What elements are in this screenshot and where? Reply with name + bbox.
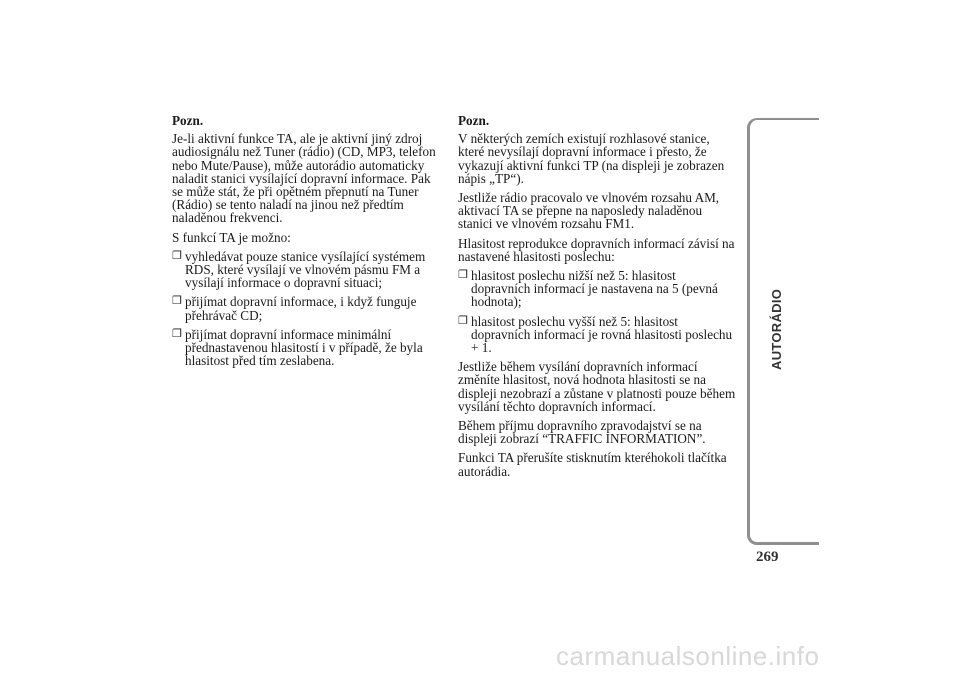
am-paragraph: Jestliže rádio pracovalo ve vlnovém rozsahu AM, aktivací TA se přepne na naposledy naladěnou stanici ve vlnovém rozsahu FM1.: [458, 190, 720, 232]
checkbox-icon: ❐: [172, 249, 182, 262]
list-item: [172, 250, 442, 290]
list-item: [458, 315, 738, 355]
list-item: [458, 269, 738, 309]
checkbox-icon: ❐: [458, 269, 468, 282]
note-heading: Pozn.: [458, 113, 490, 128]
chapter-tab-label: AUTORÁDIO: [769, 288, 784, 370]
note-paragraph: Je-li aktivní funkce TA, ale je aktivní jiný zdroj audiosignálu než Tuner (rádio) (CD, MP3, telefon nebo Mute/Pause), může autorádio automaticky naladit stanici vysílající dopravní informace. Pak se může stát, že při opětném přepnutí na Tuner (Rádio) se tento naladí na jinou než předtím naladěnou frekvenci.: [172, 131, 436, 226]
page-number: 269: [756, 549, 779, 565]
list-item-text: hlasitost poslechu vyšší než 5: hlasitost dopravních informací je rovná hlasitosti poslechu + 1.: [471, 313, 733, 356]
ta-intro: S funkcí TA je možno:: [172, 229, 291, 245]
checkbox-icon: ❐: [172, 327, 182, 340]
checkbox-icon: ❐: [458, 314, 468, 327]
volume-change-paragraph: Jestliže během vysílání dopravních informací změníte hlasitost, nová hodnota hlasitosti se na displeji nezobrazí a zůstane v platnosti pouze během vysílání těchto dopravních informací.: [458, 359, 736, 414]
right-column: [458, 114, 738, 484]
ta-feature-list: [172, 250, 442, 368]
tp-paragraph: V některých zemích existují rozhlasové stanice, které nevysílají dopravní informace i přesto, že vykazují aktivní funkci TP (na displeji je zobrazen nápis „TP“).: [458, 131, 725, 186]
left-column: [172, 114, 442, 373]
checkbox-icon: ❐: [172, 295, 182, 308]
volume-list: [458, 269, 738, 354]
note-heading: Pozn.: [172, 113, 204, 128]
volume-paragraph: Hlasitost reprodukce dopravních informací závisí na nastavené hlasitosti poslechu:: [458, 235, 735, 264]
list-item-text: přijímat dopravní informace, i když funguje přehrávač CD;: [185, 294, 417, 323]
list-item-text: přijímat dopravní informace minimální přednastavenou hlasitostí i v případě, že byla hlasitost před tím zeslabena.: [185, 326, 423, 369]
list-item-text: hlasitost poslechu nižší než 5: hlasitost dopravních informací je nastavena na 5 (pevná hodnota);: [471, 268, 718, 310]
list-item: [172, 295, 442, 321]
list-item-text: vyhledávat pouze stanice vysílající systémem RDS, které vysílají ve vlnovém pásmu FM a vysílají informace o dopravní situaci;: [185, 248, 426, 291]
ta-cancel-paragraph: Funkci TA přerušíte stisknutím kteréhokoli tlačítka autorádia.: [458, 450, 727, 479]
traffic-display-paragraph: Během příjmu dopravního zpravodajství se na displeji zobrazí “TRAFFIC INFORMATION”.: [458, 418, 706, 447]
list-item: [172, 328, 442, 368]
watermark: carmanualsonline.info: [556, 641, 820, 671]
